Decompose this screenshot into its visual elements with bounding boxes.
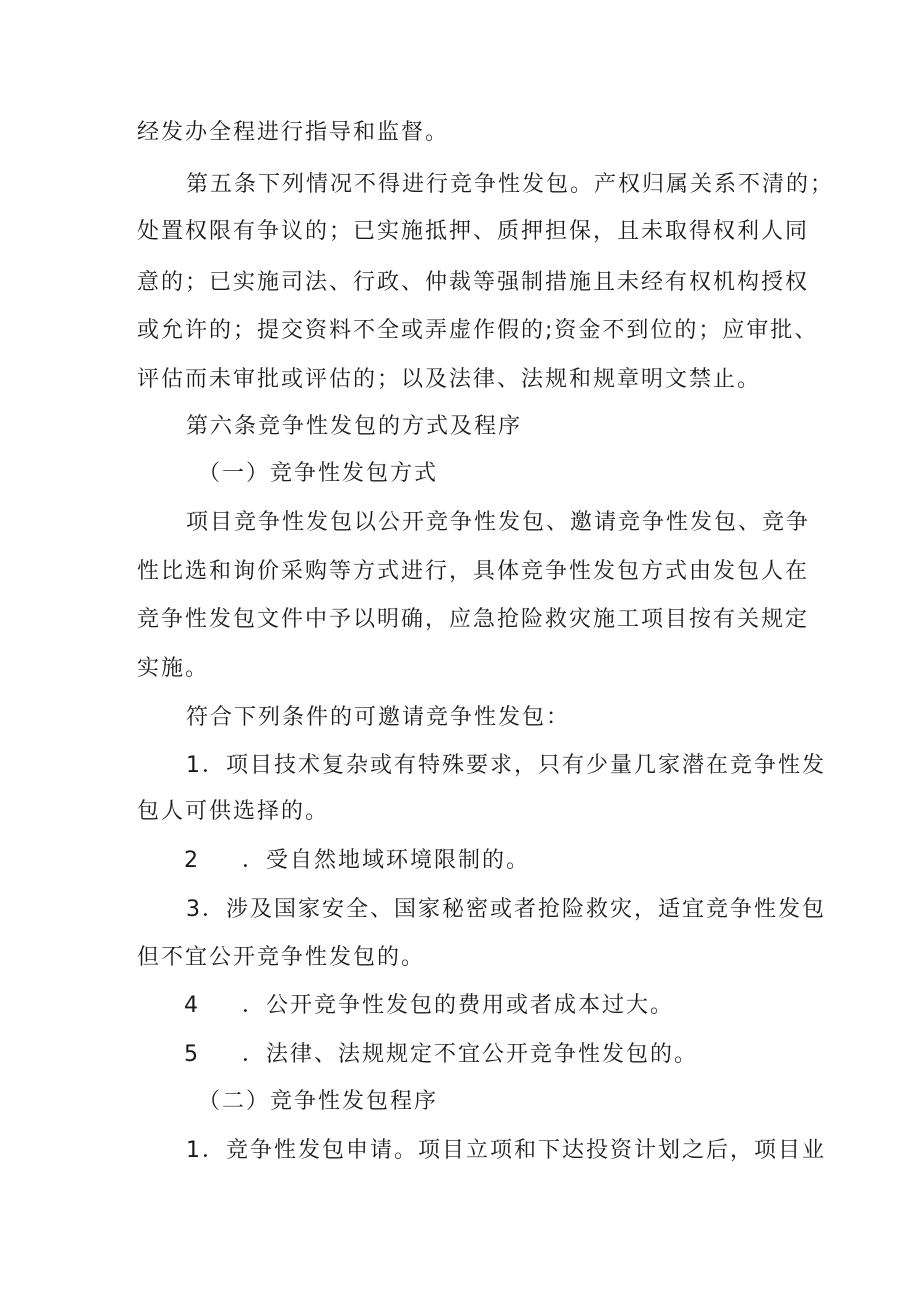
list-item-5: ．法律、法规规定不宜公开竞争性发包的。 — [242, 1042, 699, 1067]
paragraph-line: 经发办全程进行指导和监督。 — [137, 120, 450, 145]
paragraph-line: 评估而未审批或评估的；以及法律、法规和规章明文禁止。 — [137, 367, 762, 392]
list-number: 4 — [184, 993, 198, 1018]
list-number: 5 — [184, 1042, 198, 1067]
list-item-2: ．受自然地域环境限制的。 — [242, 848, 531, 873]
paragraph-line: 处置权限有争议的；已实施抵押、质押担保，且未取得权利人同 — [137, 219, 810, 244]
article-6-heading: 第六条竞争性发包的方式及程序 — [186, 414, 523, 439]
paragraph-line: 竞争性发包文件中予以明确，应急抢险救灾施工项目按有关规定 — [137, 607, 810, 632]
paragraph-line: 实施。 — [137, 656, 210, 681]
list-number: 2 — [184, 848, 198, 873]
list-item-4: ．公开竞争性发包的费用或者成本过大。 — [242, 993, 675, 1018]
procedure-item-1: 1．竞争性发包申请。项目立项和下达投资计划之后，项目业 — [186, 1138, 826, 1163]
paragraph-line: 但不宜公开竞争性发包的。 — [137, 945, 426, 970]
section-2-heading: （二）竞争性发包程序 — [198, 1089, 439, 1114]
paragraph-line: 包人可供选择的。 — [137, 799, 330, 824]
paragraph-line: 或允许的；提交资料不全或弄虚作假的;资金不到位的；应审批、 — [137, 318, 819, 343]
paragraph-line: 性比选和询价采购等方式进行，具体竞争性发包方式由发包人在 — [137, 559, 810, 584]
section-1-heading: （一）竞争性发包方式 — [198, 461, 439, 486]
list-item-1: 1．项目技术复杂或有特殊要求，只有少量几家潜在竞争性发 — [186, 753, 826, 778]
paragraph-line: 意的；已实施司法、行政、仲裁等强制措施且未经有权机构授权 — [137, 270, 810, 295]
paragraph-line: 项目竞争性发包以公开竞争性发包、邀请竞争性发包、竞争 — [186, 510, 811, 535]
paragraph-line: 符合下列条件的可邀请竞争性发包： — [186, 705, 571, 730]
list-item-3: 3．涉及国家安全、国家秘密或者抢险救灾，适宜竞争性发包 — [186, 897, 826, 922]
article-5-line: 第五条下列情况不得进行竞争性发包。产权归属关系不清的； — [186, 172, 835, 197]
